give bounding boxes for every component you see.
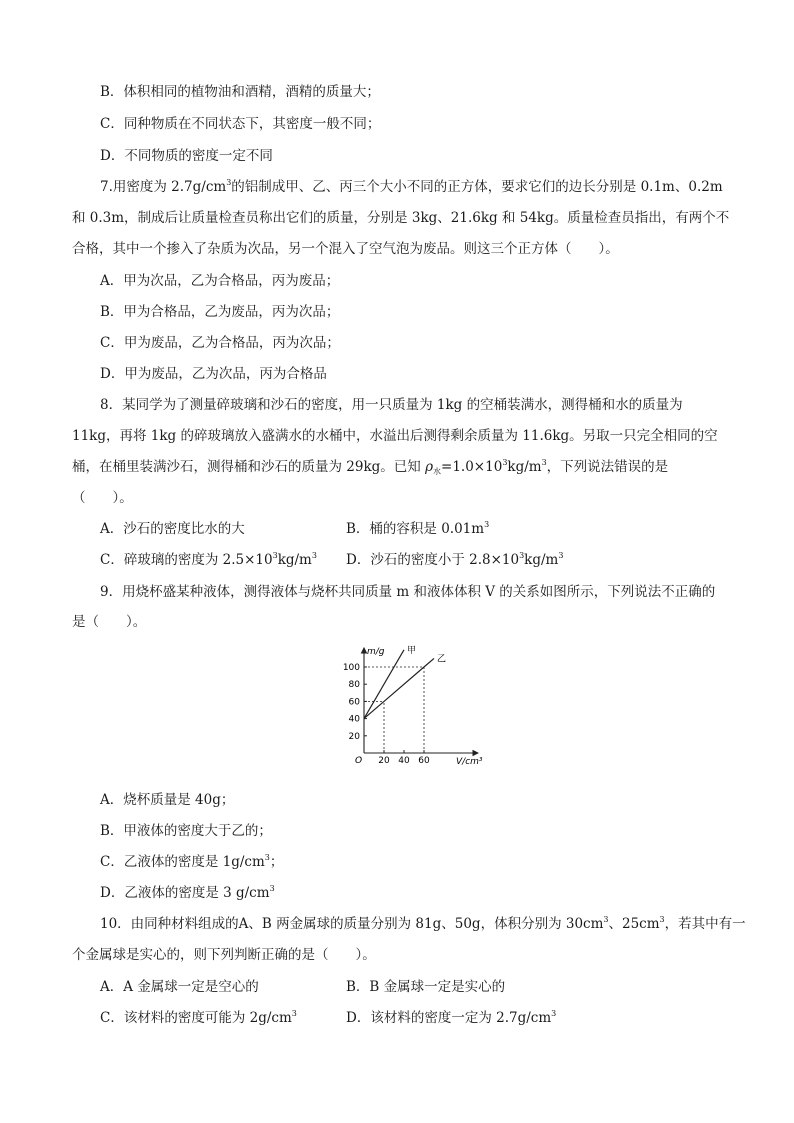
q9-option-d: D．乙液体的密度是 3 $g/cm^3$ <box>100 884 275 901</box>
x-tick-label: 40 <box>398 756 410 766</box>
y-tick-label: 40 <box>348 714 360 725</box>
q10-option-d: D．该材料的密度一定为 $2.7g/cm^3$ <box>346 1009 557 1026</box>
q8-option-a: A．沙石的密度比水的大 <box>100 521 245 537</box>
y-tick-label: 60 <box>348 697 360 708</box>
y-axis-label: m/g <box>367 647 385 657</box>
q9-stem-line1: 9．用烧杯盛某种液体，测得液体与烧杯共同质量 m 和液体体积 V 的关系如图所示，下列说法不正确的 <box>100 584 716 600</box>
q7-stem-line3: 合格，其中一个掺入了杂质为次品，另一个混入了空气泡为废品。则这三个正方体（ ）。 <box>72 241 619 257</box>
q10-option-b: B．B 金属球一定是实心的 <box>346 979 506 995</box>
q7-option-d: D．甲为废品，乙为次品，丙为合格品 <box>100 366 327 382</box>
q6-option-d: D．不同物质的密度一定不同 <box>100 148 273 164</box>
y-tick-label: 20 <box>348 731 360 742</box>
q8-option-b: B．桶的容积是 $0.01m^3$ <box>346 520 490 537</box>
q7-option-a: A．甲为次品，乙为合格品，丙为废品； <box>100 273 340 289</box>
q8-option-d: D．沙石的密度小于 $2.8\times 10^3kg/m^3$ <box>346 551 564 568</box>
q10-stem-line2: 个金属球是实心的，则下列判断正确的是（ ）。 <box>72 947 376 963</box>
y-tick-label: 100 <box>342 663 360 673</box>
q7-stem-line2: 和 0.3m，制成后让质量检查员称出它们的质量，分别是 3kg、21.6kg 和 54kg。质量检查员指出，有两个不 <box>72 210 730 226</box>
y-tick-label: 80 <box>348 680 360 691</box>
q7-stem-line1: 7.用密度为 $2.7g/cm^3$的铝制成甲、乙、丙三个大小不同的正方体，要求它们的边长分别是 0.1m、0.2m <box>100 178 723 195</box>
q9-option-c: C．乙液体的密度是 $1g/cm^3$； <box>100 853 284 870</box>
x-tick-label: 20 <box>378 756 390 766</box>
origin-label: O <box>355 756 363 766</box>
q9-option-a: A．烧杯质量是 40g； <box>100 792 235 808</box>
series-label-1: 甲 <box>407 645 417 656</box>
q8-stem-line4: （ ）。 <box>72 490 133 506</box>
q8-stem-line2: 11kg，再将 1kg 的碎玻璃放入盛满水的水桶中，水溢出后测得剩余质量为 11.6kg。另取一只完全相同的空 <box>72 428 718 444</box>
q8-option-c: C．碎玻璃的密度为 $2.5\times 10^3kg/m^3$ <box>100 551 317 568</box>
q10-option-a: A．A 金属球一定是空心的 <box>100 979 259 995</box>
q9-stem-line2: 是（ ）。 <box>72 614 147 630</box>
q10-stem-line1: 10．由同种材料组成的A、B 两金属球的质量分别为 81g、50g，体积分别为 $30cm^3$、$25cm^3$，若其中有一 <box>100 915 746 932</box>
x-tick-label: 60 <box>418 756 430 766</box>
series-label-2: 乙 <box>437 654 447 665</box>
series-line-2 <box>364 658 434 718</box>
x-axis-label: V/cm³ <box>456 757 483 767</box>
mass-volume-chart <box>330 640 490 770</box>
q6-option-b: B．体积相同的植物油和酒精，酒精的质量大； <box>100 84 380 100</box>
q9-option-b: B．甲液体的密度大于乙的； <box>100 823 272 839</box>
q8-stem-line3: 桶，在桶里装满沙石，测得桶和沙石的质量为 29kg。已知 $\rho_水=1.0\times 10^3kg/m^3$，下列说法错误的是 <box>72 458 669 476</box>
q7-option-b: B．甲为合格品，乙为废品，丙为次品； <box>100 304 340 320</box>
q8-stem-line1: 8．某同学为了测量碎玻璃和沙石的密度，用一只质量为 1kg 的空桶装满水，测得桶和水的质量为 <box>100 397 683 413</box>
q7-option-c: C．甲为废品，乙为合格品，丙为次品； <box>100 335 340 351</box>
q10-option-c: C．该材料的密度可能为 $2g/cm^3$ <box>100 1009 297 1026</box>
q6-option-c: C．同种物质在不同状态下，其密度一般不同； <box>100 116 381 132</box>
